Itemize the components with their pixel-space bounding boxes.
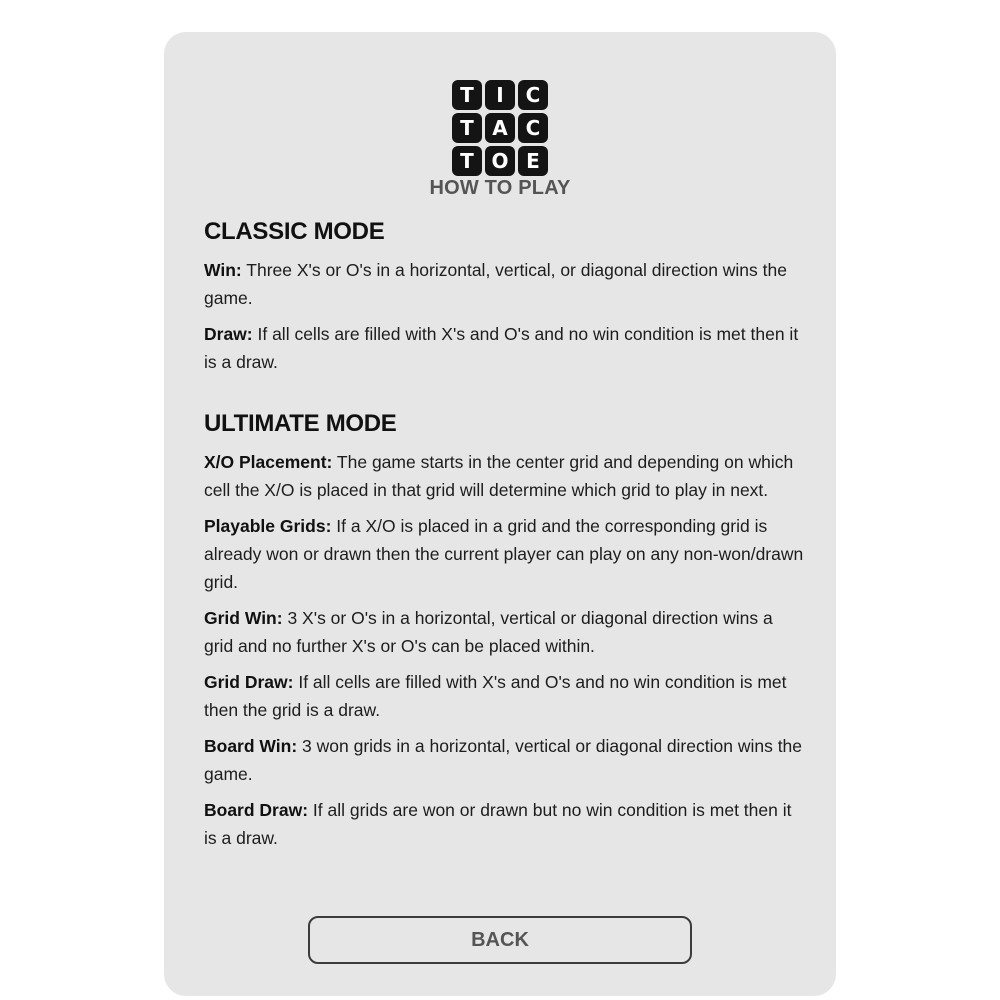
rule-draw	[204, 320, 804, 376]
logo-tile: C	[518, 80, 548, 110]
rules-content	[204, 218, 804, 860]
logo-tile: A	[485, 113, 515, 143]
logo-tile: O	[485, 146, 515, 176]
logo-tile: C	[518, 113, 548, 143]
rule-text: If a X/O is placed in a grid and the corresponding grid is already won or drawn then the current player can play on any non-won/drawn grid.	[204, 516, 804, 592]
rule-label: Board Win:	[204, 736, 298, 756]
rule-xo-placement	[204, 448, 804, 504]
classic-mode-section	[204, 218, 804, 376]
rule-board-draw	[204, 796, 804, 852]
rule-text: 3 won grids in a horizontal, vertical or diagonal direction wins the game.	[204, 736, 803, 784]
rule-text: If all cells are filled with X's and O's and no win condition is met then it is a draw.	[204, 324, 799, 372]
rule-text: If all grids are won or drawn but no win condition is met then it is a draw.	[204, 800, 792, 848]
section-title: ULTIMATE MODE	[204, 410, 397, 437]
rule-text: 3 X's or O's in a horizontal, vertical or diagonal direction wins a grid and no further X's or O's can be placed within.	[204, 608, 773, 656]
rule-win	[204, 256, 804, 312]
logo-tile: T	[452, 80, 482, 110]
tic-tac-toe-logo	[452, 80, 548, 176]
rule-label: Playable Grids:	[204, 516, 332, 536]
back-button[interactable]: BACK	[308, 916, 692, 964]
section-title: CLASSIC MODE	[204, 218, 385, 245]
page-subtitle: HOW TO PLAY	[429, 177, 571, 199]
rule-label: Board Draw:	[204, 800, 309, 820]
how-to-play-card	[164, 32, 836, 996]
rule-text: If all cells are filled with X's and O's and no win condition is met then the grid is a draw.	[204, 672, 787, 720]
rule-text: Three X's or O's in a horizontal, vertical, or diagonal direction wins the game.	[204, 260, 787, 308]
logo-tile: I	[485, 80, 515, 110]
rule-label: Draw:	[204, 324, 253, 344]
rule-label: Grid Draw:	[204, 672, 294, 692]
rule-label: X/O Placement:	[204, 452, 333, 472]
rule-grid-draw	[204, 668, 804, 724]
logo-tile: T	[452, 146, 482, 176]
rule-label: Grid Win:	[204, 608, 283, 628]
rule-playable-grids	[204, 512, 804, 596]
logo-tile: E	[518, 146, 548, 176]
rule-grid-win	[204, 604, 804, 660]
rule-label: Win:	[204, 260, 242, 280]
rule-text: The game starts in the center grid and depending on which cell the X/O is placed in that grid will determine which grid to play in next.	[204, 452, 794, 500]
rule-board-win	[204, 732, 804, 788]
logo-tile: T	[452, 113, 482, 143]
ultimate-mode-section	[204, 410, 804, 852]
